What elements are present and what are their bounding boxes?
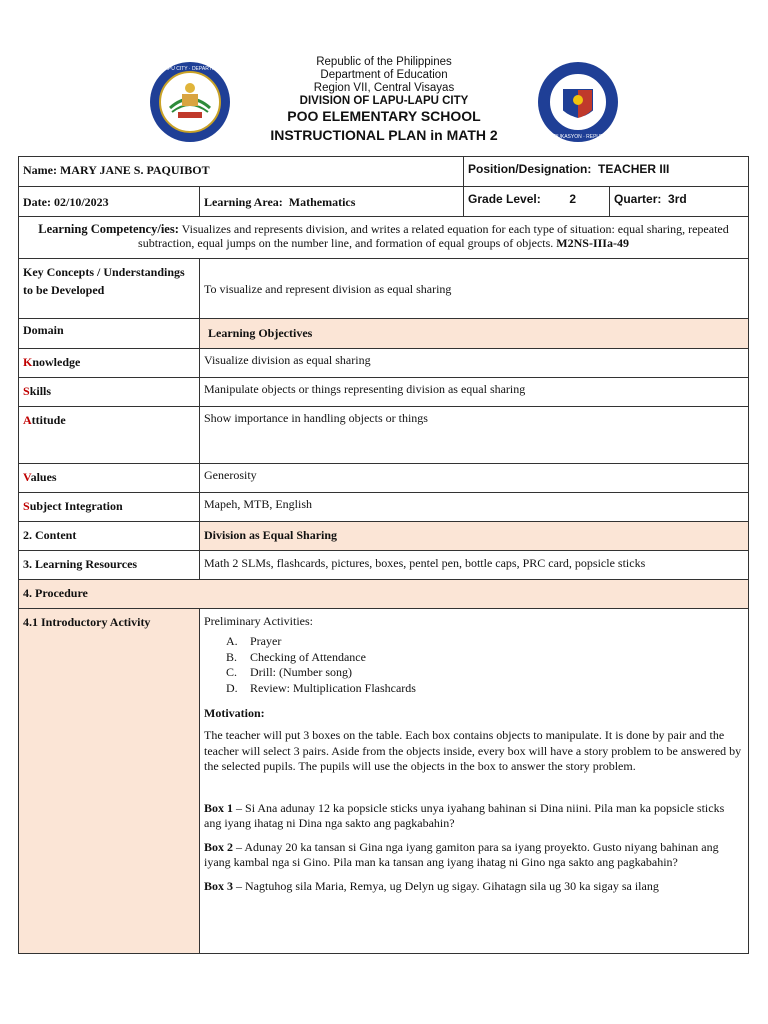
left-seal-text: DIVISION OF LAPU-LAPU CITY · DEPARTMENT OF EDUCATION: [115, 66, 265, 72]
quarter-value: 3rd: [668, 192, 687, 206]
right-seal-text: KAGAWARAN NG EDUKASYON · REPUBLIKA NG PILIPINAS: [507, 134, 649, 140]
region-line: Region VII, Central Visayas: [313, 82, 455, 94]
header-text-block: [200, 56, 568, 144]
learning-area-value: Mathematics: [288, 195, 356, 209]
division-line: DIVISION OF LAPU-LAPU CITY: [299, 95, 469, 107]
values-row: [19, 464, 749, 493]
introductory-activity-label: 4.1 Introductory Activity: [19, 609, 200, 954]
quarter-cell: [610, 187, 749, 217]
instructional-plan-table: [18, 156, 749, 954]
domain-header-row: [19, 319, 749, 349]
procedure-label: 4. Procedure: [19, 580, 749, 609]
knowledge-row: [19, 349, 749, 378]
preliminary-list: [226, 634, 744, 696]
competency-code: M2NS-IIIa-49: [556, 236, 629, 250]
subject-integration-row: [19, 493, 749, 522]
plan-title: INSTRUCTIONAL PLAN in MATH 2: [270, 127, 498, 143]
key-concepts-label: Key Concepts / Understandings to be Developed: [19, 259, 200, 319]
key-concepts-text: To visualize and represent division as equal sharing: [200, 259, 749, 319]
content-row: [19, 522, 749, 551]
department-line: Department of Education: [320, 69, 448, 81]
resources-label: 3. Learning Resources: [19, 551, 200, 580]
competency-cell: [19, 217, 749, 259]
learning-area-label: Learning Area:: [204, 195, 283, 209]
list-item: C. Drill: (Number song): [226, 665, 352, 679]
republic-line: Republic of the Philippines: [316, 56, 452, 68]
name-label: Name:: [23, 163, 57, 177]
attitude-row: [19, 407, 749, 464]
introductory-activity-row: [19, 609, 749, 954]
knowledge-objective: Visualize division as equal sharing: [200, 349, 749, 378]
position-label: Position/Designation:: [468, 162, 592, 176]
name-row: [19, 157, 749, 187]
list-item: D. Review: Multiplication Flashcards: [226, 680, 416, 695]
box-1-text: Box 1 – Si Ana adunay 12 ka popsicle sticks unya iyahang bahinan si Dina niini. Pila man ka popsicle sticks ang iyang ihatag ni Dina nga sakto ang pagkabahin?: [204, 800, 725, 830]
school-name: POO ELEMENTARY SCHOOL: [287, 108, 481, 124]
list-item: A. Prayer: [226, 634, 282, 648]
skills-label: Skills: [19, 378, 200, 407]
resources-row: [19, 551, 749, 580]
preliminary-title: Preliminary Activities:: [204, 614, 313, 628]
subject-integration-label: Subject Integration: [19, 493, 200, 522]
grade-level-value: 2: [569, 192, 577, 206]
date-row: [19, 187, 749, 217]
introductory-activity-body: [200, 609, 749, 954]
domain-header: Domain: [19, 319, 200, 349]
date-cell: [19, 187, 200, 217]
box-2-text: Box 2 – Adunay 20 ka tansan si Gina nga iyang gamiton para sa iyang proyekto. Gusto niyang bahinan ang iyang kambal nga si Gino. Pila man ka tansan ang iyang ihatag ni Gino nga sakto ang pagkabahin?: [204, 839, 719, 869]
document-header: [0, 0, 768, 150]
competency-row: [19, 217, 749, 259]
competency-label: Learning Competency/ies:: [38, 222, 179, 236]
position-cell: [464, 157, 749, 187]
skills-row: [19, 378, 749, 407]
attitude-objective: Show importance in handling objects or things: [200, 407, 749, 464]
date-value: 02/10/2023: [53, 195, 109, 209]
learning-area-cell: [200, 187, 464, 217]
list-item: B. Checking of Attendance: [226, 649, 366, 664]
attitude-label: Attitude: [19, 407, 200, 464]
values-objective: Generosity: [200, 464, 749, 493]
motivation-title: Motivation:: [204, 706, 265, 720]
values-label: Values: [19, 464, 200, 493]
knowledge-label: Knowledge: [19, 349, 200, 378]
quarter-label: Quarter:: [614, 192, 662, 206]
motivation-text: The teacher will put 3 boxes on the table. Each box contains objects to manipulate. It is done by pair and the teacher will select 3 pairs. Aside from the objects inside, every box will have a story problem to be answered by the selected pupils. The pupils will use the objects in the box to answer the story problem.: [204, 728, 742, 773]
name-cell: [19, 157, 464, 187]
key-concepts-row: [19, 259, 749, 319]
position-value: TEACHER III: [598, 162, 670, 176]
content-label: 2. Content: [19, 522, 200, 551]
name-value: MARY JANE S. PAQUIBOT: [59, 163, 210, 177]
competency-text: Visualizes and represents division, and writes a related equation for each type of situation: equal sharing, repeated subtraction, equal jumps on the number line, and formation of equal groups of objects.: [138, 222, 729, 250]
date-label: Date:: [23, 195, 51, 209]
resources-text: Math 2 SLMs, flashcards, pictures, boxes, pentel pen, bottle caps, PRC card, popsicle sticks: [200, 551, 749, 580]
box-3-text: Box 3 – Nagtuhog sila Maria, Remya, ug Delyn ug sigay. Gihatagn sila ug 30 ka sigay sa ilang: [204, 878, 659, 893]
subject-integration-text: Mapeh, MTB, English: [200, 493, 749, 522]
procedure-row: [19, 580, 749, 609]
skills-objective: Manipulate objects or things representing division as equal sharing: [200, 378, 749, 407]
grade-level-cell: [464, 187, 610, 217]
learning-objectives-header: Learning Objectives: [200, 319, 749, 349]
grade-level-label: Grade Level:: [468, 192, 541, 206]
content-text: Division as Equal Sharing: [200, 522, 749, 551]
